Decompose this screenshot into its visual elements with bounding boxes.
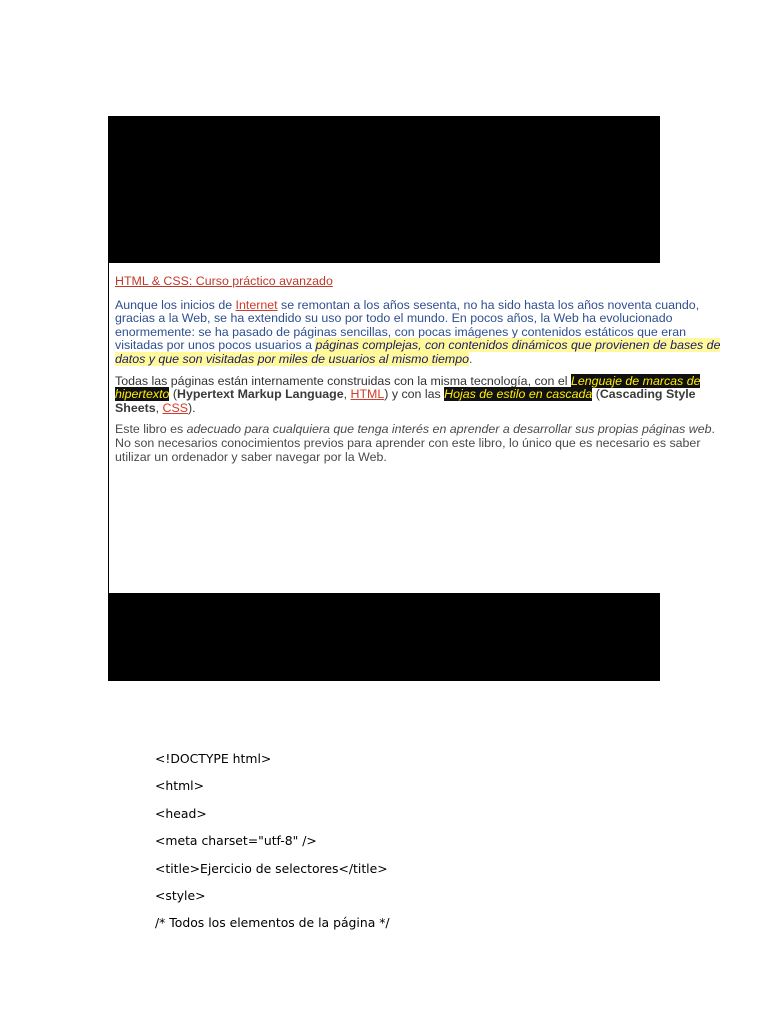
text-span: . No son necesarios conocimientos previos para aprender con este libro, lo único que es necesario es saber utilizar un ordenador y saber navegar por la Web.	[115, 422, 715, 464]
figure-left-border	[108, 263, 109, 593]
css-link: CSS	[162, 400, 189, 415]
text-span: ).	[188, 400, 196, 415]
code-line: <meta charset="utf-8" />	[155, 833, 317, 849]
paragraph-intro	[115, 299, 723, 367]
figure-heading: HTML & CSS: Curso práctico avanzado	[115, 274, 333, 288]
redacted-band-top	[108, 116, 660, 263]
html-link: HTML	[350, 387, 385, 402]
text-span: Todas las páginas están internamente construidas con la misma tecnología, con el	[115, 373, 571, 388]
code-line: <head>	[155, 805, 207, 821]
text-span: (	[592, 387, 600, 402]
paragraph-audience	[115, 423, 723, 464]
code-line: <style>	[155, 887, 206, 903]
code-line: /* Todos los elementos de la página */	[155, 915, 390, 931]
bold-html-fullname: Hypertext Markup Language	[177, 387, 344, 402]
bold-css-fullname: Cascading Style Sheets	[115, 387, 696, 415]
internet-link: Internet	[235, 297, 278, 312]
text-span: ,	[155, 400, 163, 415]
text-span: ,	[343, 387, 351, 402]
highlighted-phrase: páginas complejas, con contenidos dinámicos que provienen de bases de datos y que son visitadas por miles de usuarios al mismo tiempo	[115, 338, 721, 366]
text-span: (	[169, 387, 177, 402]
figure-content	[115, 275, 723, 472]
code-line: <!DOCTYPE html>	[155, 751, 272, 766]
paragraph-technology	[115, 375, 723, 416]
redacted-band-bottom	[108, 593, 660, 681]
text-span: ) y con las	[384, 387, 445, 402]
text-span: se remontan a los años sesenta, no ha sido hasta los años noventa cuando, gracias a la Web, se ha extendido su uso por todo el mundo. En pocos años, la Web ha evolucionado enormemente: se ha pasado de páginas sencillas, con pocas imágenes y contenidos estáticos que eran visitadas por unos pocos usuarios a	[115, 297, 700, 353]
text-span: .	[469, 351, 473, 366]
text-span: Este libro es	[115, 422, 187, 437]
screenshot-figure	[108, 116, 721, 681]
text-span: Aunque los inicios de	[115, 297, 236, 312]
highlight-html-term: Lenguaje de marcas de hipertexto	[115, 373, 701, 402]
code-line: <title>Ejercicio de selectores</title>	[155, 860, 388, 876]
highlight-css-term: Hojas de estilo en cascada	[444, 387, 593, 402]
code-listing	[155, 750, 390, 942]
italic-phrase: adecuado para cualquiera que tenga interés en aprender a desarrollar sus propias páginas web	[186, 422, 712, 437]
code-line: <html>	[155, 778, 204, 794]
